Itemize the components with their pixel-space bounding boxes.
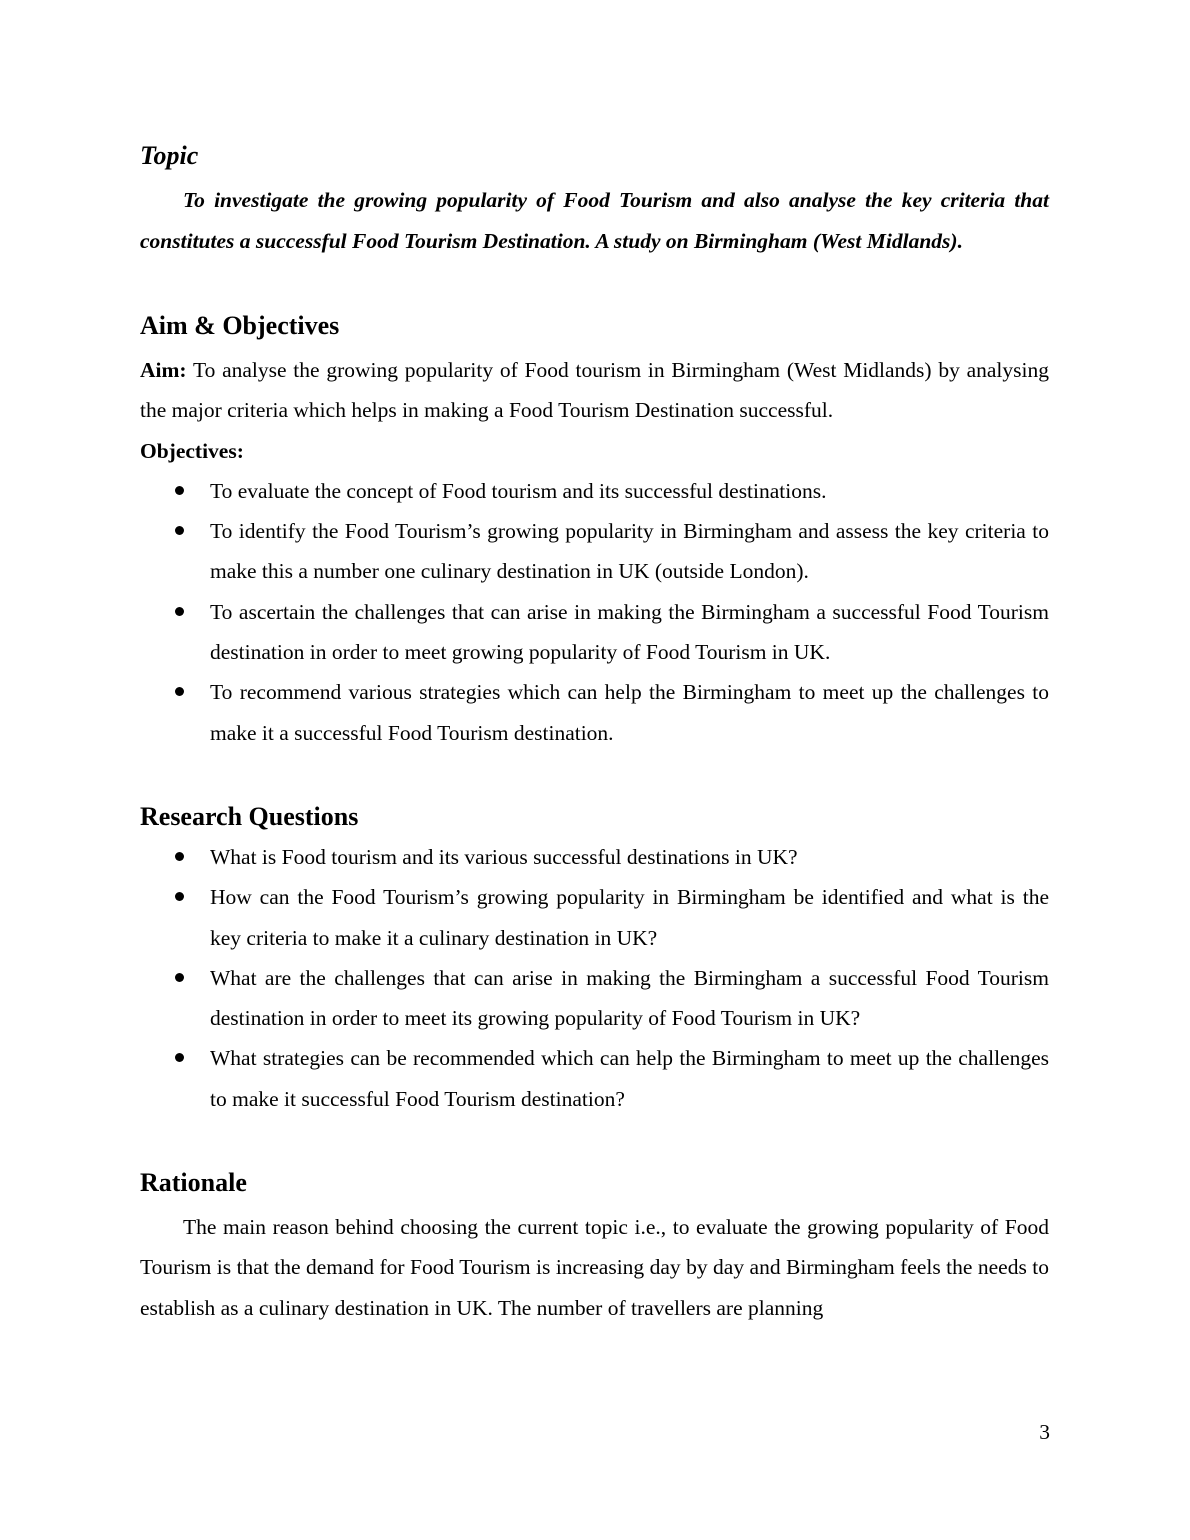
page-number: 3 — [1039, 1420, 1050, 1444]
topic-text: To investigate the growing popularity of Food Tourism and also analyse the key criteria that constitutes a successful Food Tourism Destination. A study on Birmingham (West Midlands). — [140, 188, 1049, 253]
objectives-list — [140, 471, 1049, 753]
objective-item — [140, 592, 1049, 673]
bullet-icon — [175, 607, 184, 616]
aim-label: Aim: — [140, 358, 187, 382]
objective-text: To evaluate the concept of Food tourism and its successful destinations. — [210, 478, 827, 503]
bullet-icon — [175, 486, 184, 495]
research-question-text: How can the Food Tourism’s growing popularity in Birmingham be identified and what is the key criteria to make it a culinary destination in UK? — [210, 885, 1049, 950]
bullet-icon — [175, 892, 184, 901]
research-question-item — [140, 837, 1049, 877]
research-question-text: What is Food tourism and its various successful destinations in UK? — [210, 844, 798, 869]
rationale-heading: Rationale — [140, 1168, 247, 1198]
aim-paragraph — [140, 350, 1049, 431]
objective-text: To ascertain the challenges that can arise in making the Birmingham a successful Food Tourism destination in order to meet growing popularity of Food Tourism in UK. — [210, 599, 1049, 665]
objective-item — [140, 672, 1049, 753]
research-question-item — [140, 877, 1049, 958]
bullet-icon — [175, 973, 184, 982]
research-questions-heading: Research Questions — [140, 801, 359, 831]
aim-objectives-heading: Aim & Objectives — [140, 311, 340, 340]
objectives-label: Objectives: — [140, 438, 244, 463]
bullet-icon — [175, 1053, 184, 1062]
document-page — [140, 136, 1049, 1328]
research-question-text: What strategies can be recommended which can help the Birmingham to meet up the challenges to make it successful Food Tourism destination? — [210, 1046, 1049, 1111]
bullet-icon — [175, 852, 184, 861]
bullet-icon — [175, 687, 184, 696]
rationale-text: The main reason behind choosing the current topic i.e., to evaluate the growing popularity of Food Tourism is that the demand for Food Tourism is increasing day by day and Birmingham feels the needs to establish as a culinary destination in UK. The number of travellers are planning — [140, 1215, 1049, 1320]
research-questions-list — [140, 837, 1049, 1119]
research-question-text: What are the challenges that can arise in making the Birmingham a successful Food Tourism destination in order to meet its growing popularity of Food Tourism in UK? — [210, 965, 1049, 1031]
objective-item — [140, 511, 1049, 592]
bullet-icon — [175, 526, 184, 535]
objective-text: To recommend various strategies which can help the Birmingham to meet up the challenges to make it a successful Food Tourism destination. — [210, 680, 1049, 745]
research-question-item — [140, 958, 1049, 1039]
research-question-item — [140, 1038, 1049, 1119]
topic-heading: Topic — [140, 141, 199, 170]
aim-text: To analyse the growing popularity of Food tourism in Birmingham (West Midlands) by analysing the major criteria which helps in making a Food Tourism Destination successful. — [140, 358, 1049, 423]
objective-text: To identify the Food Tourism’s growing popularity in Birmingham and assess the key criteria to make this a number one culinary destination in UK (outside London). — [210, 519, 1049, 584]
objective-item — [140, 471, 1049, 511]
